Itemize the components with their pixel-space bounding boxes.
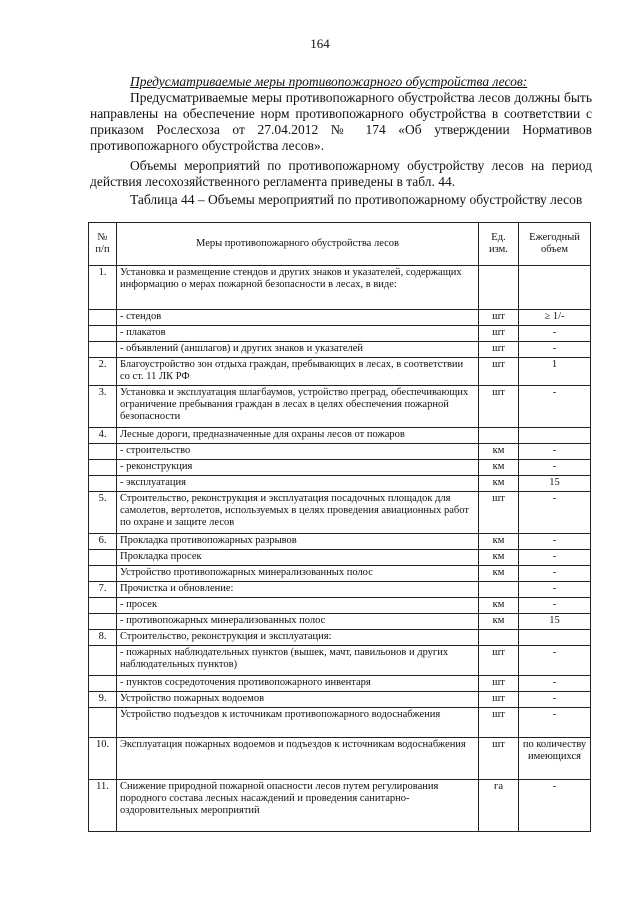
row-measure-cell: - плакатов xyxy=(117,326,479,342)
row-number-cell xyxy=(89,444,117,460)
row-number-cell xyxy=(89,550,117,566)
row-number-cell: 3. xyxy=(89,386,117,428)
row-volume-cell: - xyxy=(519,534,591,550)
page-number: 164 xyxy=(310,36,330,51)
header-number: № п/п xyxy=(89,223,117,266)
table-row xyxy=(89,534,591,550)
table-row xyxy=(89,738,591,780)
table-caption: Таблица 44 – Объемы мероприятий по противопожарному обустройству лесов xyxy=(130,192,583,207)
row-volume-cell: 15 xyxy=(519,476,591,492)
row-volume-cell: - xyxy=(519,326,591,342)
row-unit-cell: шт xyxy=(479,492,519,534)
table-row xyxy=(89,428,591,444)
row-measure-cell: - просек xyxy=(117,598,479,614)
row-measure-cell: Строительство, реконструкция и эксплуатация посадочных площадок для самолетов, вертолетов, используемых в целях проведения авиационных работ по охране и защите лесов xyxy=(117,492,479,534)
row-number-cell xyxy=(89,342,117,358)
row-measure-cell: Снижение природной пожарной опасности лесов путем регулирования породного состава лесных насаждений и проведения санитарно-оздоровительных мероприятий xyxy=(117,780,479,832)
row-unit-cell xyxy=(479,428,519,444)
row-number-cell xyxy=(89,310,117,326)
table-row xyxy=(89,566,591,582)
row-number-cell: 11. xyxy=(89,780,117,832)
table-row xyxy=(89,550,591,566)
table-row xyxy=(89,386,591,428)
row-unit-cell: шт xyxy=(479,692,519,708)
table-row xyxy=(89,342,591,358)
table-row xyxy=(89,476,591,492)
row-volume-cell: - xyxy=(519,566,591,582)
table-row xyxy=(89,460,591,476)
row-unit-cell: шт xyxy=(479,646,519,676)
row-number-cell xyxy=(89,598,117,614)
table-row xyxy=(89,598,591,614)
table-row xyxy=(89,358,591,386)
table-row xyxy=(89,310,591,326)
row-number-cell: 2. xyxy=(89,358,117,386)
row-volume-cell xyxy=(519,266,591,310)
row-measure-cell: Устройство подъездов к источникам противопожарного водоснабжения xyxy=(117,708,479,738)
row-unit-cell: шт xyxy=(479,326,519,342)
row-volume-cell: - xyxy=(519,598,591,614)
row-volume-cell: - xyxy=(519,676,591,692)
table-row xyxy=(89,708,591,738)
table-row xyxy=(89,692,591,708)
table-row xyxy=(89,492,591,534)
row-number-cell: 6. xyxy=(89,534,117,550)
row-unit-cell: шт xyxy=(479,358,519,386)
paragraph-intro: Предусматриваемые меры противопожарного обустройства лесов должны быть направлены на обеспечение норм противопожарного обустройства в соответствии с приказом Рослесхоза от 27.04.2012 № 174 «Об утверждении Нормативов противопожарного обустройства лесов». xyxy=(90,90,592,153)
row-measure-cell: - пожарных наблюдательных пунктов (вышек, мачт, павильонов и других наблюдательных пунктов) xyxy=(117,646,479,676)
table-header-row xyxy=(89,223,591,266)
section-heading: Предусматриваемые меры противопожарного обустройства лесов: xyxy=(130,74,528,89)
table-row xyxy=(89,614,591,630)
row-measure-cell: Эксплуатация пожарных водоемов и подъездов к источникам водоснабжения xyxy=(117,738,479,780)
row-volume-cell xyxy=(519,630,591,646)
row-volume-cell: - xyxy=(519,444,591,460)
row-measure-cell: - строительство xyxy=(117,444,479,460)
row-unit-cell: км xyxy=(479,476,519,492)
row-measure-cell: Прокладка противопожарных разрывов xyxy=(117,534,479,550)
row-number-cell: 1. xyxy=(89,266,117,310)
header-unit: Ед. изм. xyxy=(479,223,519,266)
row-measure-cell: Прочистка и обновление: xyxy=(117,582,479,598)
row-volume-cell: - xyxy=(519,386,591,428)
row-volume-cell: 15 xyxy=(519,614,591,630)
row-measure-cell: - эксплуатация xyxy=(117,476,479,492)
row-number-cell xyxy=(89,676,117,692)
row-unit-cell: га xyxy=(479,780,519,832)
row-number-cell xyxy=(89,476,117,492)
row-measure-cell: Устройство пожарных водоемов xyxy=(117,692,479,708)
row-volume-cell: по количеству имеющихся xyxy=(519,738,591,780)
table-body xyxy=(89,266,591,832)
row-number-cell: 5. xyxy=(89,492,117,534)
row-measure-cell: Устройство противопожарных минерализованных полос xyxy=(117,566,479,582)
row-volume-cell: - xyxy=(519,492,591,534)
row-measure-cell: - противопожарных минерализованных полос xyxy=(117,614,479,630)
table-row xyxy=(89,266,591,310)
row-unit-cell: шт xyxy=(479,310,519,326)
table-row xyxy=(89,582,591,598)
row-number-cell xyxy=(89,566,117,582)
row-number-cell xyxy=(89,614,117,630)
row-number-cell: 7. xyxy=(89,582,117,598)
row-number-cell: 8. xyxy=(89,630,117,646)
row-volume-cell: - xyxy=(519,646,591,676)
row-unit-cell: км xyxy=(479,614,519,630)
row-measure-cell: Строительство, реконструкция и эксплуатация: xyxy=(117,630,479,646)
row-measure-cell: Установка и эксплуатация шлагбаумов, устройство преград, обеспечивающих ограничение пребывания граждан в лесах в целях обеспечения пожарной безопасности xyxy=(117,386,479,428)
row-measure-cell: Благоустройство зон отдыха граждан, пребывающих в лесах, в соответствии со ст. 11 ЛК РФ xyxy=(117,358,479,386)
row-unit-cell: шт xyxy=(479,342,519,358)
row-unit-cell: км xyxy=(479,566,519,582)
row-volume-cell: - xyxy=(519,582,591,598)
row-volume-cell: 1 xyxy=(519,358,591,386)
row-measure-cell: - объявлений (аншлагов) и других знаков и указателей xyxy=(117,342,479,358)
table-row xyxy=(89,676,591,692)
row-volume-cell xyxy=(519,428,591,444)
header-annual-volume: Ежегодный объем xyxy=(519,223,591,266)
row-volume-cell: - xyxy=(519,692,591,708)
table-row xyxy=(89,780,591,832)
row-unit-cell: км xyxy=(479,550,519,566)
row-unit-cell: шт xyxy=(479,386,519,428)
header-measures: Меры противопожарного обустройства лесов xyxy=(117,223,479,266)
row-volume-cell: - xyxy=(519,460,591,476)
row-measure-cell: Установка и размещение стендов и других знаков и указателей, содержащих информацию о мерах пожарной безопасности в лесах, в виде: xyxy=(117,266,479,310)
row-unit-cell xyxy=(479,630,519,646)
row-measure-cell: - реконструкция xyxy=(117,460,479,476)
row-unit-cell: км xyxy=(479,534,519,550)
row-unit-cell: шт xyxy=(479,738,519,780)
measures-table xyxy=(88,222,591,832)
row-unit-cell: шт xyxy=(479,708,519,738)
row-number-cell xyxy=(89,708,117,738)
row-measure-cell: - пунктов сосредоточения противопожарного инвентаря xyxy=(117,676,479,692)
row-volume-cell: - xyxy=(519,342,591,358)
row-unit-cell xyxy=(479,582,519,598)
row-measure-cell: Лесные дороги, предназначенные для охраны лесов от пожаров xyxy=(117,428,479,444)
table-row xyxy=(89,630,591,646)
row-number-cell: 4. xyxy=(89,428,117,444)
row-volume-cell: ≥ 1/- xyxy=(519,310,591,326)
row-number-cell xyxy=(89,460,117,476)
row-volume-cell: - xyxy=(519,780,591,832)
row-unit-cell: км xyxy=(479,460,519,476)
row-unit-cell: км xyxy=(479,598,519,614)
row-unit-cell: шт xyxy=(479,676,519,692)
row-volume-cell: - xyxy=(519,708,591,738)
row-measure-cell: - стендов xyxy=(117,310,479,326)
row-number-cell: 9. xyxy=(89,692,117,708)
row-volume-cell: - xyxy=(519,550,591,566)
table-row xyxy=(89,326,591,342)
paragraph-volumes: Объемы мероприятий по противопожарному обустройству лесов на период действия лесохозяйственного регламента приведены в табл. 44. xyxy=(90,158,592,189)
table-row xyxy=(89,444,591,460)
row-number-cell: 10. xyxy=(89,738,117,780)
row-unit-cell xyxy=(479,266,519,310)
row-number-cell xyxy=(89,646,117,676)
row-unit-cell: км xyxy=(479,444,519,460)
row-measure-cell: Прокладка просек xyxy=(117,550,479,566)
row-number-cell xyxy=(89,326,117,342)
table-row xyxy=(89,646,591,676)
